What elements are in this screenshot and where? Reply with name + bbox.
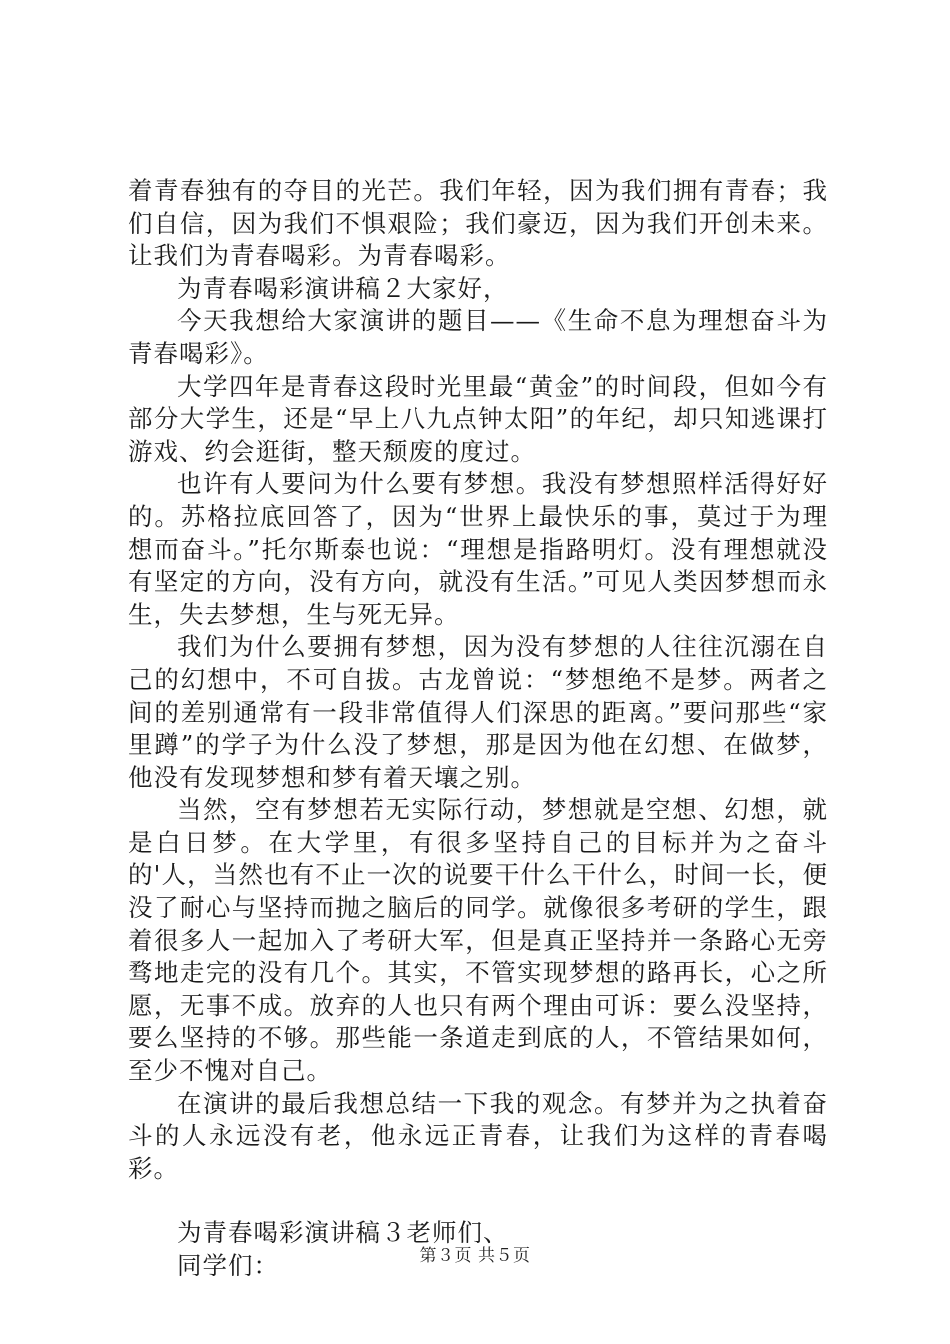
paragraph-why-dream: 也许有人要问为什么要有梦想。我没有梦想照样活得好好的。苏格拉底回答了，因为“世界上最快乐的事，莫过于为理想而奋斗。”托尔斯泰也说：“理想是指路明灯。没有理想就没有坚定的方向，没有方向，就没有生活。”可见人类因梦想而永生，失去梦想，生与死无异。 xyxy=(128,469,828,629)
paragraph-university: 大学四年是青春这段时光里最“黄金”的时间段，但如今有部分大学生，还是“早上八九点钟太阳”的年纪，却只知逃课打游戏、约会逛街，整天颓废的度过。 xyxy=(128,371,828,466)
paragraph-conclusion: 在演讲的最后我想总结一下我的观念。有梦并为之执着奋斗的人永远没有老，他永远正青春，让我们为这样的青春喝彩。 xyxy=(128,1088,828,1183)
blank-line xyxy=(128,1185,828,1217)
section3-greeting: 同学们： xyxy=(177,1251,279,1280)
paragraph-topic: 今天我想给大家演讲的题目——《生命不息为理想奋斗为青春喝彩》。 xyxy=(128,306,828,368)
paragraph-action: 当然，空有梦想若无实际行动，梦想就是空想、幻想，就是白日梦。在大学里，有很多坚持自己的目标并为之奋斗的'人，当然也有不止一次的说要干什么干什么，时间一长，便没了耐心与坚持而抛之脑后的同学。就像很多考研的学生，跟着很多人一起加入了考研大军，但是真正坚持并一条路心无旁骛地走完的没有几个。其实，不管实现梦想的路再长，心之所愿，无事不成。放弃的人也只有两个理由可诉：要么没坚持，要么坚持的不够。那些能一条道走到底的人，不管结果如何，至少不愧对自己。 xyxy=(128,795,828,1086)
section3-heading: 为青春喝彩演讲稿３老师们、 xyxy=(177,1218,509,1248)
section2-heading: 为青春喝彩演讲稿２大家好， xyxy=(177,273,509,303)
paragraph-own-dream: 我们为什么要拥有梦想，因为没有梦想的人往往沉溺在自己的幻想中，不可自拔。古龙曾说：“梦想绝不是梦。两者之间的差别通常有一段非常值得人们深思的距离。”要问那些“家里蹲”的学子为什么没了梦想，那是因为他在幻想、在做梦，他没有发现梦想和梦有着天壤之别。 xyxy=(128,632,828,792)
body-text xyxy=(128,175,828,1283)
paragraph-continuation: 着青春独有的夺目的光芒。我们年轻，因为我们拥有青春；我们自信，因为我们不惧艰险；我们豪迈，因为我们开创未来。让我们为青春喝彩。为青春喝彩。 xyxy=(128,176,828,271)
page-number-footer: 第３页 共５页 xyxy=(419,1246,531,1266)
